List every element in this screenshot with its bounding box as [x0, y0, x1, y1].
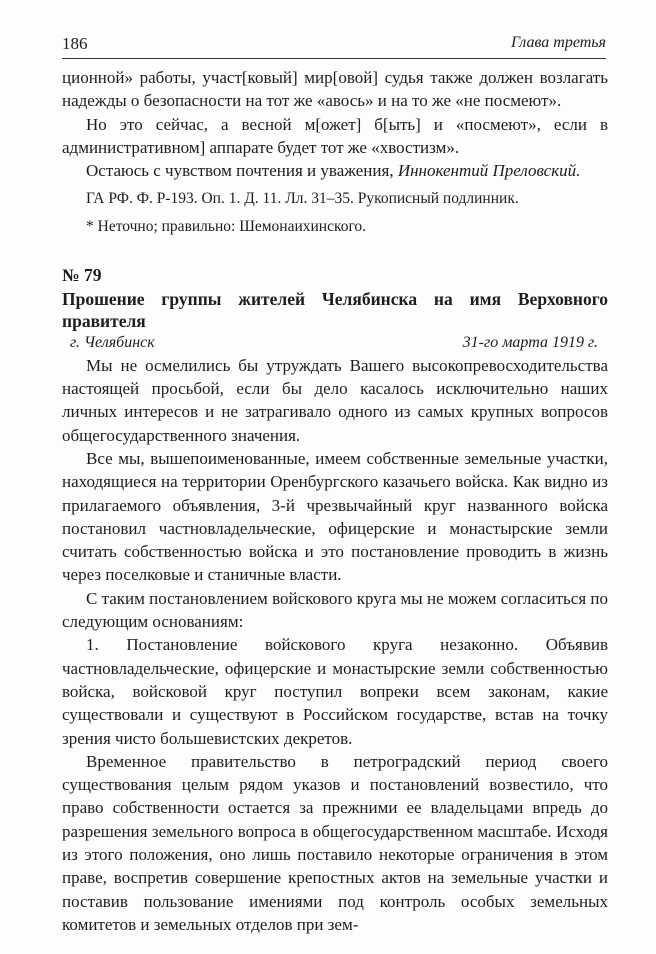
closing-text: Остаюсь с чувством почтения и уважения,	[86, 161, 398, 181]
paragraph: Мы не осмелились бы утруждать Вашего высокопревосходительства настоящей просьбой, если бы дело касалось исключительно наших личных интересов и не затрагивало одного из самых крупных вопросов общегосударственного значения.	[62, 355, 608, 445]
paragraph: Временное правительство в петроградский период своего существования целым рядом указов и постановлений возвестило, что право собственности остается за прежними ее владельцами впредь до разрешения земельного вопроса в общегосударственном масштабе. Исходя из этого положения, оно лишь поставило некоторые ограничения в этом праве, воспретив совершение крепостных актов на земельные участки и поставив пользование имениями под контроль особых земельных комитетов и земельных отделов при зем-	[62, 751, 608, 934]
document-meta	[62, 332, 608, 354]
paragraph: Но это сейчас, а весной м[ожет] б[ыть] и «посмеют», если в административном] аппарате будет тот же «хвостизм».	[62, 114, 608, 157]
paragraph: С таким постановлением войскового круга мы не можем согласиться по следующим основаниям:	[62, 588, 608, 632]
continuation-paragraph: ционной» работы, участ[ковый] мир[овой] судья также должен возлагать надежды о безопасности на тот же «авось» и на то же «не посмеют».	[62, 68, 608, 111]
paragraph: 1. Постановление войскового круга незаконно. Объявив частновладельческие, офицерские и монастырские земли собственностью войска, войсковой круг поступил вопреки всем законам, какие существовали и существуют в Российском государстве, встав на точку зрения чисто большевистских декретов.	[62, 635, 608, 748]
document-place: г. Челябинск	[70, 333, 155, 351]
closing-line	[62, 159, 608, 182]
page-body	[62, 66, 608, 936]
footnote: * Неточно; правильно: Шемонаихинского.	[86, 218, 367, 236]
signature: Иннокентий Преловский.	[397, 161, 581, 181]
archive-reference: ГА РФ. Ф. Р-193. Оп. 1. Д. 11. Лл. 31–35. Рукописный подлинник.	[86, 190, 519, 208]
page-number: 186	[62, 34, 88, 53]
document-number: № 79	[62, 265, 102, 286]
document-date: 31-го марта 1919 г.	[462, 333, 598, 351]
document-title: Прошение группы жителей Челябинска на имя Верховного правителя	[62, 288, 608, 331]
page-header	[62, 34, 606, 59]
running-head: Глава третья	[511, 34, 606, 51]
paragraph: Все мы, вышепоименованные, имеем собственные земельные участки, находящиеся на территории Оренбургского казачьего войска. Как видно из прилагаемого объявления, 3-й чрезвычайный круг названного войска постановил частновладельческие, офицерские и монастырские земли считать собственностью войска и это постановление проводить в жизнь через поселковые и станичные власти.	[62, 448, 608, 585]
